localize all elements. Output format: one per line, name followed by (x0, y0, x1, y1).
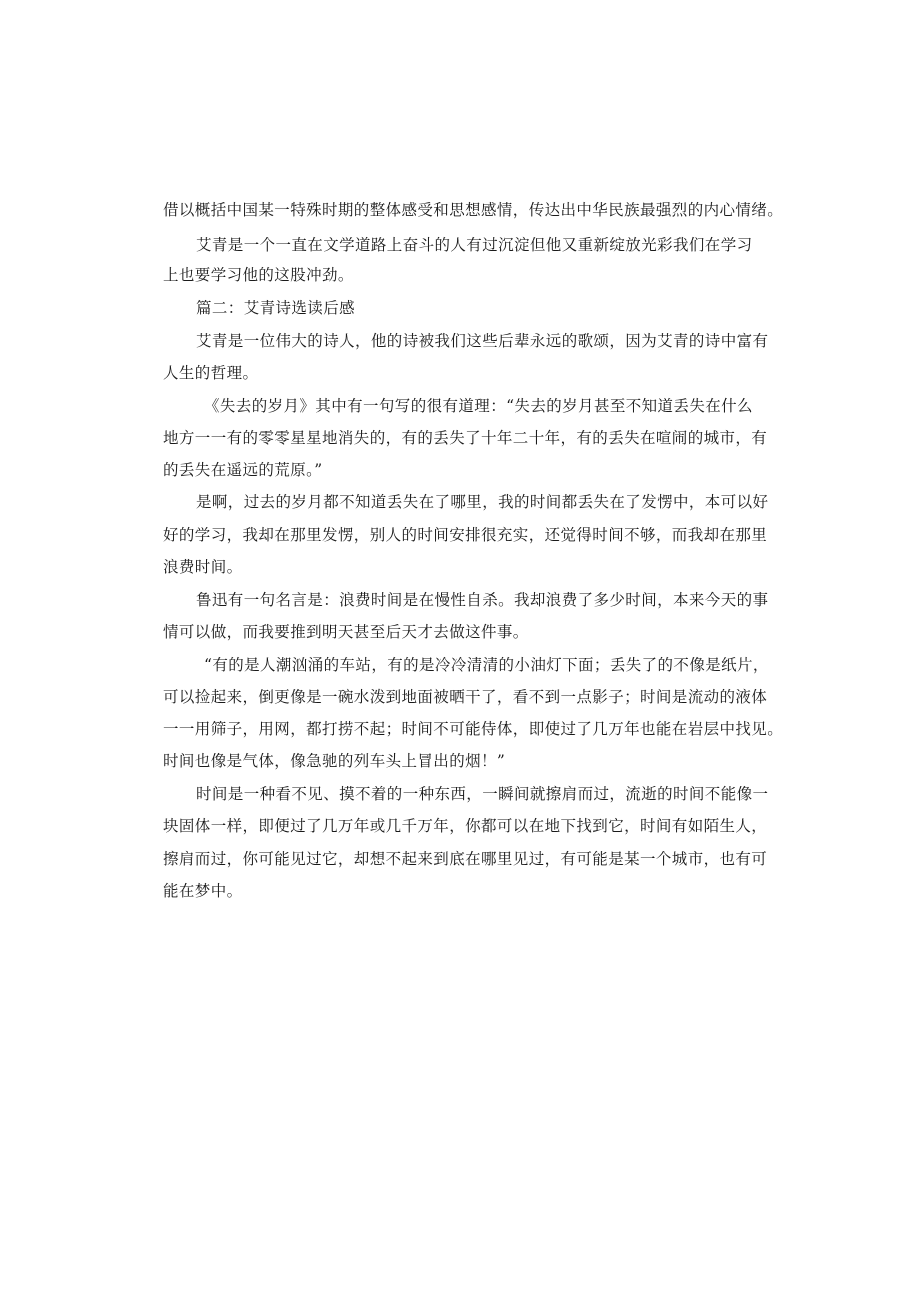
text-line: 擦肩而过，你可能见过它，却想不起来到底在哪里见过，有可能是某一个城市，也有可 (163, 850, 768, 868)
text-line: 借以概括中国某一特殊时期的整体感受和思想感情，传达出中华民族最强烈的内心情绪。 (163, 201, 784, 219)
text-line: 块固体一样，即便过了几万年或几千万年，你都可以在地下找到它，时间有如陌生人， (163, 817, 768, 835)
text-line: 地方一一有的零零星星地消失的，有的丢失了十年二十年，有的丢失在喧闹的城市，有 (163, 429, 768, 447)
text-line: 时间也像是气体，像急驰的列车头上冒出的烟！” (163, 752, 506, 770)
text-line: 时间是一种看不见、摸不着的一种东西，一瞬间就擦肩而过，流逝的时间不能像一 (196, 785, 769, 803)
text-line: “有的是人潮汹涌的车站，有的是冷冷清清的小油灯下面；丢失了的不像是纸片， (204, 656, 769, 674)
text-line: 浪费时间。 (163, 558, 243, 576)
text-line: 的丢失在遥远的荒原。” (163, 461, 323, 479)
text-line: 能在梦中。 (163, 882, 243, 900)
text-line: 情可以做，而我要推到明天甚至后天才去做这件事。 (163, 623, 529, 641)
text-line: 是啊，过去的岁月都不知道丢失在了哪里，我的时间都丢失在了发愣中，本可以好 (196, 493, 769, 511)
text-line: 艾青是一个一直在文学道路上奋斗的人有过沉淀但他又重新绽放光彩我们在学习 (196, 236, 753, 254)
text-line: 鲁迅有一句名言是：浪费时间是在慢性自杀。我却浪费了多少时间，本来今天的事 (196, 591, 769, 609)
section-heading: 篇二：艾青诗选读后感 (196, 299, 356, 317)
text-line: 人生的哲理。 (163, 364, 259, 382)
text-line: 一一用筛子，用网，都打捞不起；时间不可能侍体，即使过了几万年也能在岩层中找见。 (163, 720, 784, 738)
text-line: 艾青是一位伟大的诗人，他的诗被我们这些后辈永远的歌颂，因为艾青的诗中富有 (196, 332, 769, 350)
text-line: 《失去的岁月》其中有一句写的很有道理：“失去的岁月甚至不知道丢失在什么 (204, 397, 753, 415)
text-line: 可以捡起来，倒更像是一碗水泼到地面被晒干了，看不到一点影子；时间是流动的液体 (163, 688, 768, 706)
text-line: 上也要学习他的这股冲劲。 (163, 266, 354, 284)
text-line: 好的学习，我却在那里发愣，别人的时间安排很充实，还觉得时间不够，而我却在那里 (163, 526, 768, 544)
